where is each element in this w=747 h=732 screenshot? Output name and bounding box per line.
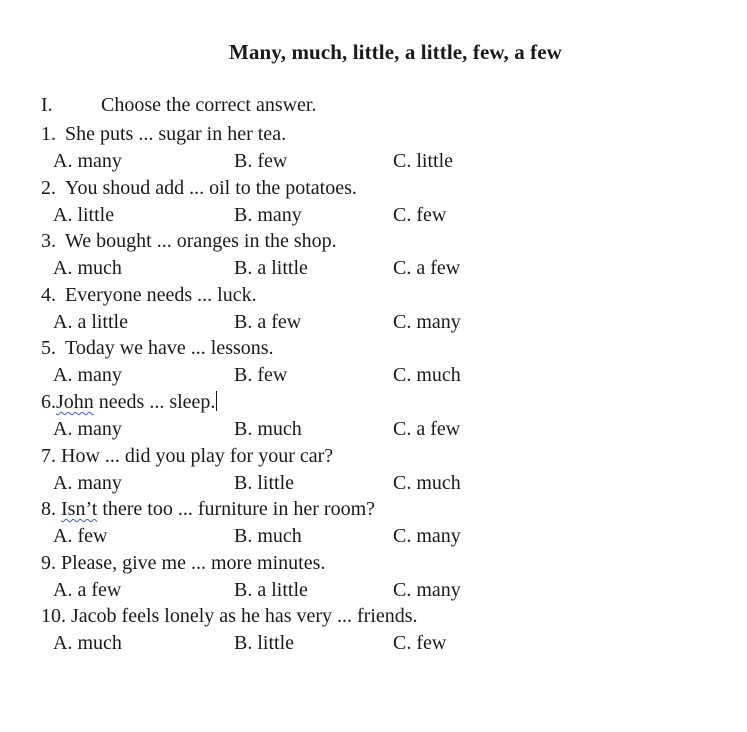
question-7 bbox=[41, 443, 681, 497]
option-c[interactable]: C. many bbox=[393, 578, 461, 601]
page-title: Many, much, little, a little, few, a few bbox=[229, 40, 562, 64]
option-c[interactable]: C. few bbox=[393, 632, 447, 655]
option-a[interactable]: A. many bbox=[53, 417, 122, 440]
question-stem bbox=[41, 496, 375, 522]
question-stem bbox=[41, 389, 217, 415]
question-number: 3. bbox=[41, 230, 56, 253]
spellcheck-flagged-word: Isn’t bbox=[61, 498, 98, 521]
question-number: 5. bbox=[41, 337, 56, 360]
option-b[interactable]: B. little bbox=[234, 632, 294, 655]
question-stem bbox=[41, 282, 257, 308]
option-b[interactable]: B. a few bbox=[234, 310, 302, 333]
option-a[interactable]: A. many bbox=[53, 471, 122, 494]
question-stem bbox=[41, 550, 325, 576]
question-number: 1. bbox=[41, 123, 56, 145]
question-text: Please, give me ... more minutes. bbox=[61, 551, 326, 574]
option-a[interactable]: A. little bbox=[53, 203, 115, 226]
option-b[interactable]: B. much bbox=[234, 525, 302, 548]
question-text: needs ... sleep. bbox=[93, 390, 216, 413]
option-a[interactable]: A. many bbox=[53, 364, 122, 387]
question-5 bbox=[41, 335, 681, 389]
option-a[interactable]: A. many bbox=[53, 150, 122, 172]
question-3 bbox=[41, 228, 681, 282]
question-stem bbox=[41, 603, 418, 629]
option-c[interactable]: C. much bbox=[393, 364, 461, 387]
section-heading bbox=[41, 94, 316, 117]
option-b[interactable]: B. few bbox=[234, 150, 288, 172]
option-a[interactable]: A. a few bbox=[53, 578, 122, 601]
option-b[interactable]: B. a little bbox=[234, 257, 308, 280]
question-stem bbox=[41, 335, 274, 361]
option-c[interactable]: C. a few bbox=[393, 417, 461, 440]
question-number: 9. bbox=[41, 551, 56, 574]
question-list bbox=[41, 121, 681, 657]
question-text: She puts ... sugar in her tea. bbox=[65, 123, 287, 145]
question-1 bbox=[41, 121, 681, 175]
question-10 bbox=[41, 603, 681, 657]
question-2 bbox=[41, 175, 681, 229]
option-c[interactable]: C. few bbox=[393, 203, 447, 226]
option-b[interactable]: B. few bbox=[234, 364, 288, 387]
section-number: I. bbox=[41, 94, 53, 116]
question-stem bbox=[41, 228, 337, 254]
option-a[interactable]: A. much bbox=[53, 257, 122, 280]
question-6 bbox=[41, 389, 681, 443]
question-stem bbox=[41, 175, 357, 201]
question-number: 7. bbox=[41, 444, 56, 467]
option-b[interactable]: B. many bbox=[234, 203, 302, 226]
question-number: 4. bbox=[41, 283, 56, 306]
option-c[interactable]: C. many bbox=[393, 310, 461, 333]
question-9 bbox=[41, 550, 681, 604]
option-c[interactable]: C. little bbox=[393, 150, 453, 172]
option-c[interactable]: C. a few bbox=[393, 257, 461, 280]
section-instruction: Choose the correct answer. bbox=[101, 94, 317, 116]
question-text: How ... did you play for your car? bbox=[61, 444, 334, 467]
option-a[interactable]: A. much bbox=[53, 632, 122, 655]
question-text: there too ... furniture in her room? bbox=[97, 498, 375, 521]
option-b[interactable]: B. a little bbox=[234, 578, 308, 601]
option-c[interactable]: C. many bbox=[393, 525, 461, 548]
text-cursor bbox=[216, 391, 217, 411]
question-text: You shoud add ... oil to the potatoes. bbox=[65, 176, 357, 199]
option-a[interactable]: A. few bbox=[53, 525, 108, 548]
question-stem bbox=[41, 443, 333, 469]
spellcheck-flagged-word: John bbox=[56, 390, 94, 413]
option-a[interactable]: A. a little bbox=[53, 310, 128, 333]
question-text: Jacob feels lonely as he has very ... friends. bbox=[71, 605, 418, 628]
question-number: 6. bbox=[41, 390, 56, 413]
option-b[interactable]: B. little bbox=[234, 471, 294, 494]
question-stem bbox=[41, 121, 286, 147]
option-c[interactable]: C. much bbox=[393, 471, 461, 494]
option-b[interactable]: B. much bbox=[234, 417, 302, 440]
question-8 bbox=[41, 496, 681, 550]
question-number: 2. bbox=[41, 176, 56, 199]
question-text: Everyone needs ... luck. bbox=[65, 283, 257, 306]
question-text: Today we have ... lessons. bbox=[65, 337, 274, 360]
question-4 bbox=[41, 282, 681, 336]
question-number: 8. bbox=[41, 498, 56, 521]
question-text: We bought ... oranges in the shop. bbox=[65, 230, 337, 253]
question-number: 10. bbox=[41, 605, 66, 628]
